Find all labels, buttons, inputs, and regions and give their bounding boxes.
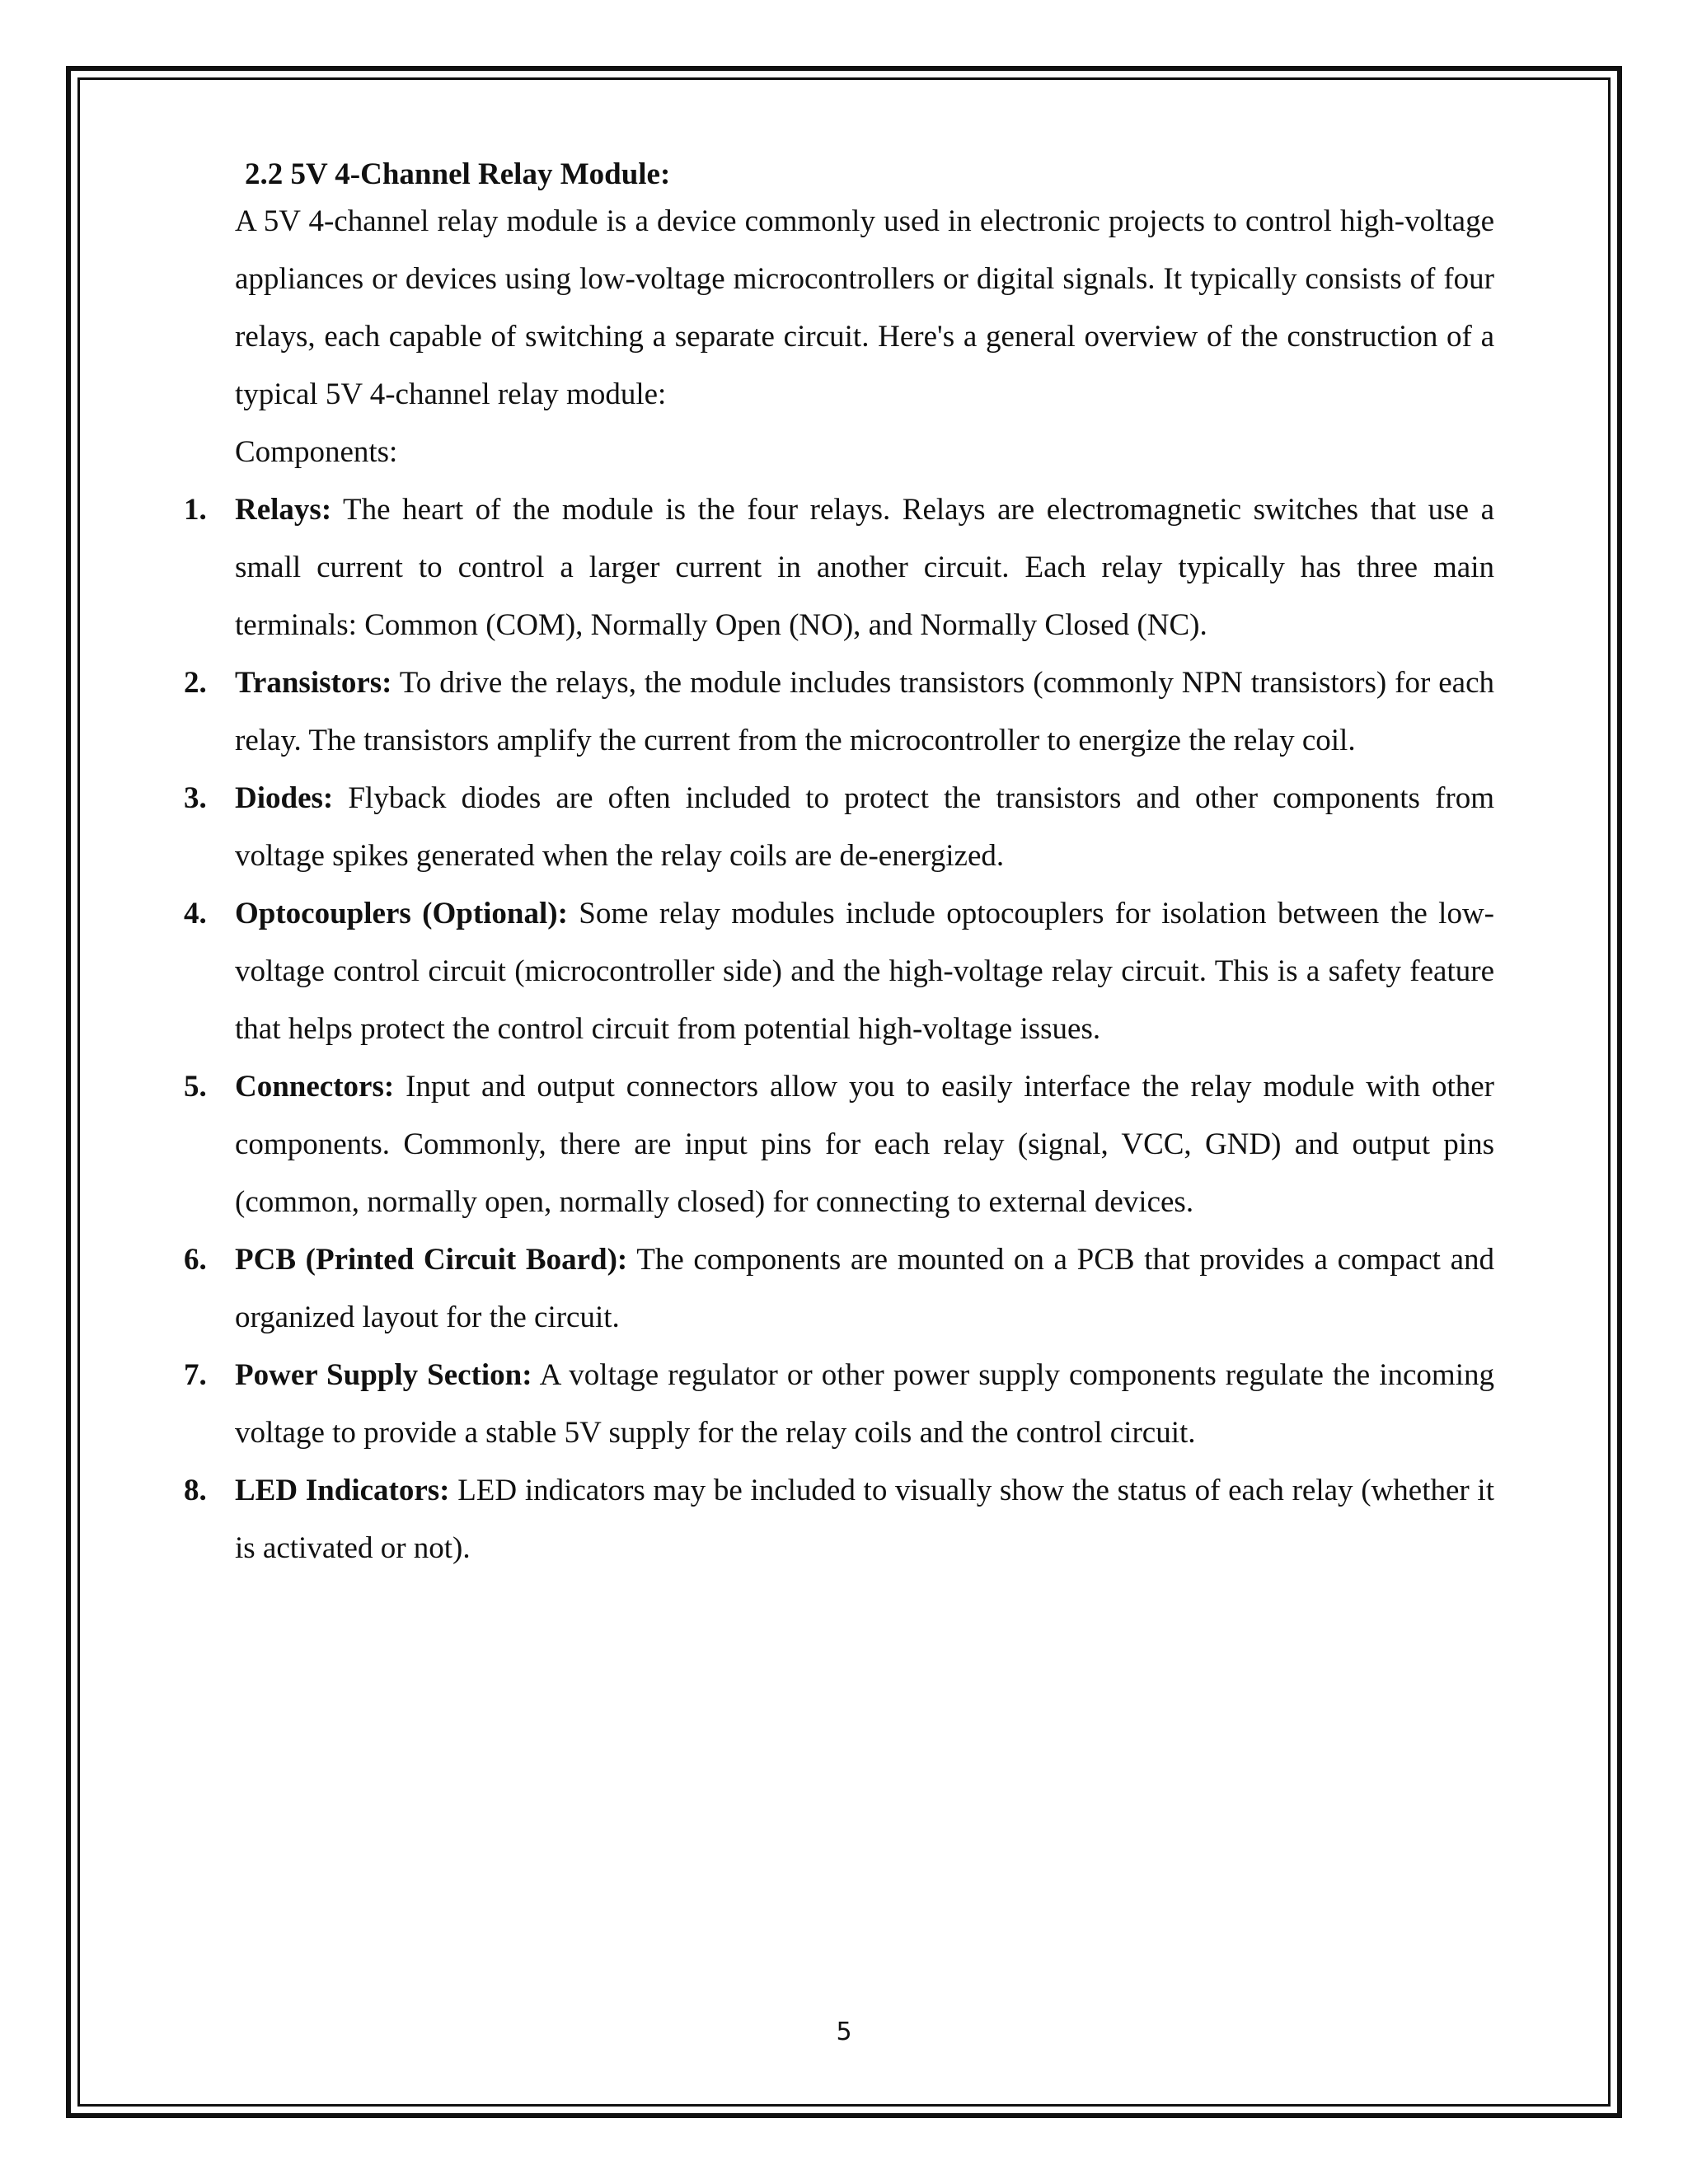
- list-item-transistors: [184, 654, 1494, 770]
- list-item-text: Input and output connectors allow you to easily interface the relay module with other components. Commonly, there are input pins for each relay (signal, VCC, GND) and output pins (common, normally open, normally closed) for connecting to external devices.: [235, 1070, 1494, 1219]
- list-item-term: Power Supply Section:: [235, 1358, 532, 1392]
- list-item-pcb: [184, 1231, 1494, 1347]
- list-item-term: Connectors:: [235, 1070, 395, 1104]
- list-item-text: A voltage regulator or other power supply components regulate the incoming voltage to provide a stable 5V supply for the relay coils and the control circuit.: [235, 1358, 1494, 1450]
- list-item-power-supply: [184, 1347, 1494, 1462]
- list-item-number: 5.: [184, 1070, 207, 1104]
- list-item-number: 8.: [184, 1474, 207, 1507]
- list-item-diodes: [184, 770, 1494, 885]
- list-item-term: Optocouplers (Optional):: [235, 897, 568, 930]
- list-item-led-indicators: [184, 1462, 1494, 1577]
- list-item-number: 6.: [184, 1243, 207, 1277]
- list-item-term: Diodes:: [235, 781, 334, 815]
- list-item-term: Transistors:: [235, 666, 392, 700]
- list-item-term: LED Indicators:: [235, 1474, 450, 1507]
- page-content: [184, 157, 1494, 1577]
- list-item-relays: [184, 481, 1494, 654]
- list-item-term: Relays:: [235, 493, 332, 527]
- components-label: Components:: [235, 435, 398, 469]
- intro-paragraph: A 5V 4-channel relay module is a device commonly used in electronic projects to control high-voltage appliances or devices using low-voltage microcontrollers or digital signals. It typically consists of four relays, each capable of switching a separate circuit. Here's a general overview of the construction of a typical 5V 4-channel relay module:: [235, 204, 1494, 411]
- list-item-term: PCB (Printed Circuit Board):: [235, 1243, 628, 1277]
- page-number: 5: [836, 2018, 852, 2046]
- list-item-number: 1.: [184, 493, 207, 527]
- components-list: [184, 481, 1494, 1577]
- list-item-text: To drive the relays, the module includes transistors (commonly NPN transistors) for each relay. The transistors amplify the current from the microcontroller to energize the relay coil.: [235, 666, 1494, 757]
- list-item-text: The heart of the module is the four relays. Relays are electromagnetic switches that use a small current to control a larger current in another circuit. Each relay typically has three main terminals: Common (COM), Normally Open (NO), and Normally Closed (NC).: [235, 493, 1494, 642]
- list-item-text: Flyback diodes are often included to protect the transistors and other components from voltage spikes generated when the relay coils are de-energized.: [235, 781, 1494, 873]
- list-item-optocouplers: [184, 885, 1494, 1058]
- section-heading: 2.2 5V 4-Channel Relay Module:: [245, 157, 671, 191]
- list-item-number: 2.: [184, 666, 207, 700]
- list-item-number: 3.: [184, 781, 207, 815]
- list-item-text: LED indicators may be included to visually show the status of each relay (whether it is activated or not).: [235, 1474, 1494, 1565]
- list-item-number: 4.: [184, 897, 207, 930]
- list-item-number: 7.: [184, 1358, 207, 1392]
- list-item-text: Some relay modules include optocouplers for isolation between the low-voltage control circuit (microcontroller side) and the high-voltage relay circuit. This is a safety feature that helps protect the control circuit from potential high-voltage issues.: [235, 897, 1494, 1046]
- list-item-connectors: [184, 1058, 1494, 1231]
- list-item-text: The components are mounted on a PCB that provides a compact and organized layout for the circuit.: [235, 1243, 1494, 1334]
